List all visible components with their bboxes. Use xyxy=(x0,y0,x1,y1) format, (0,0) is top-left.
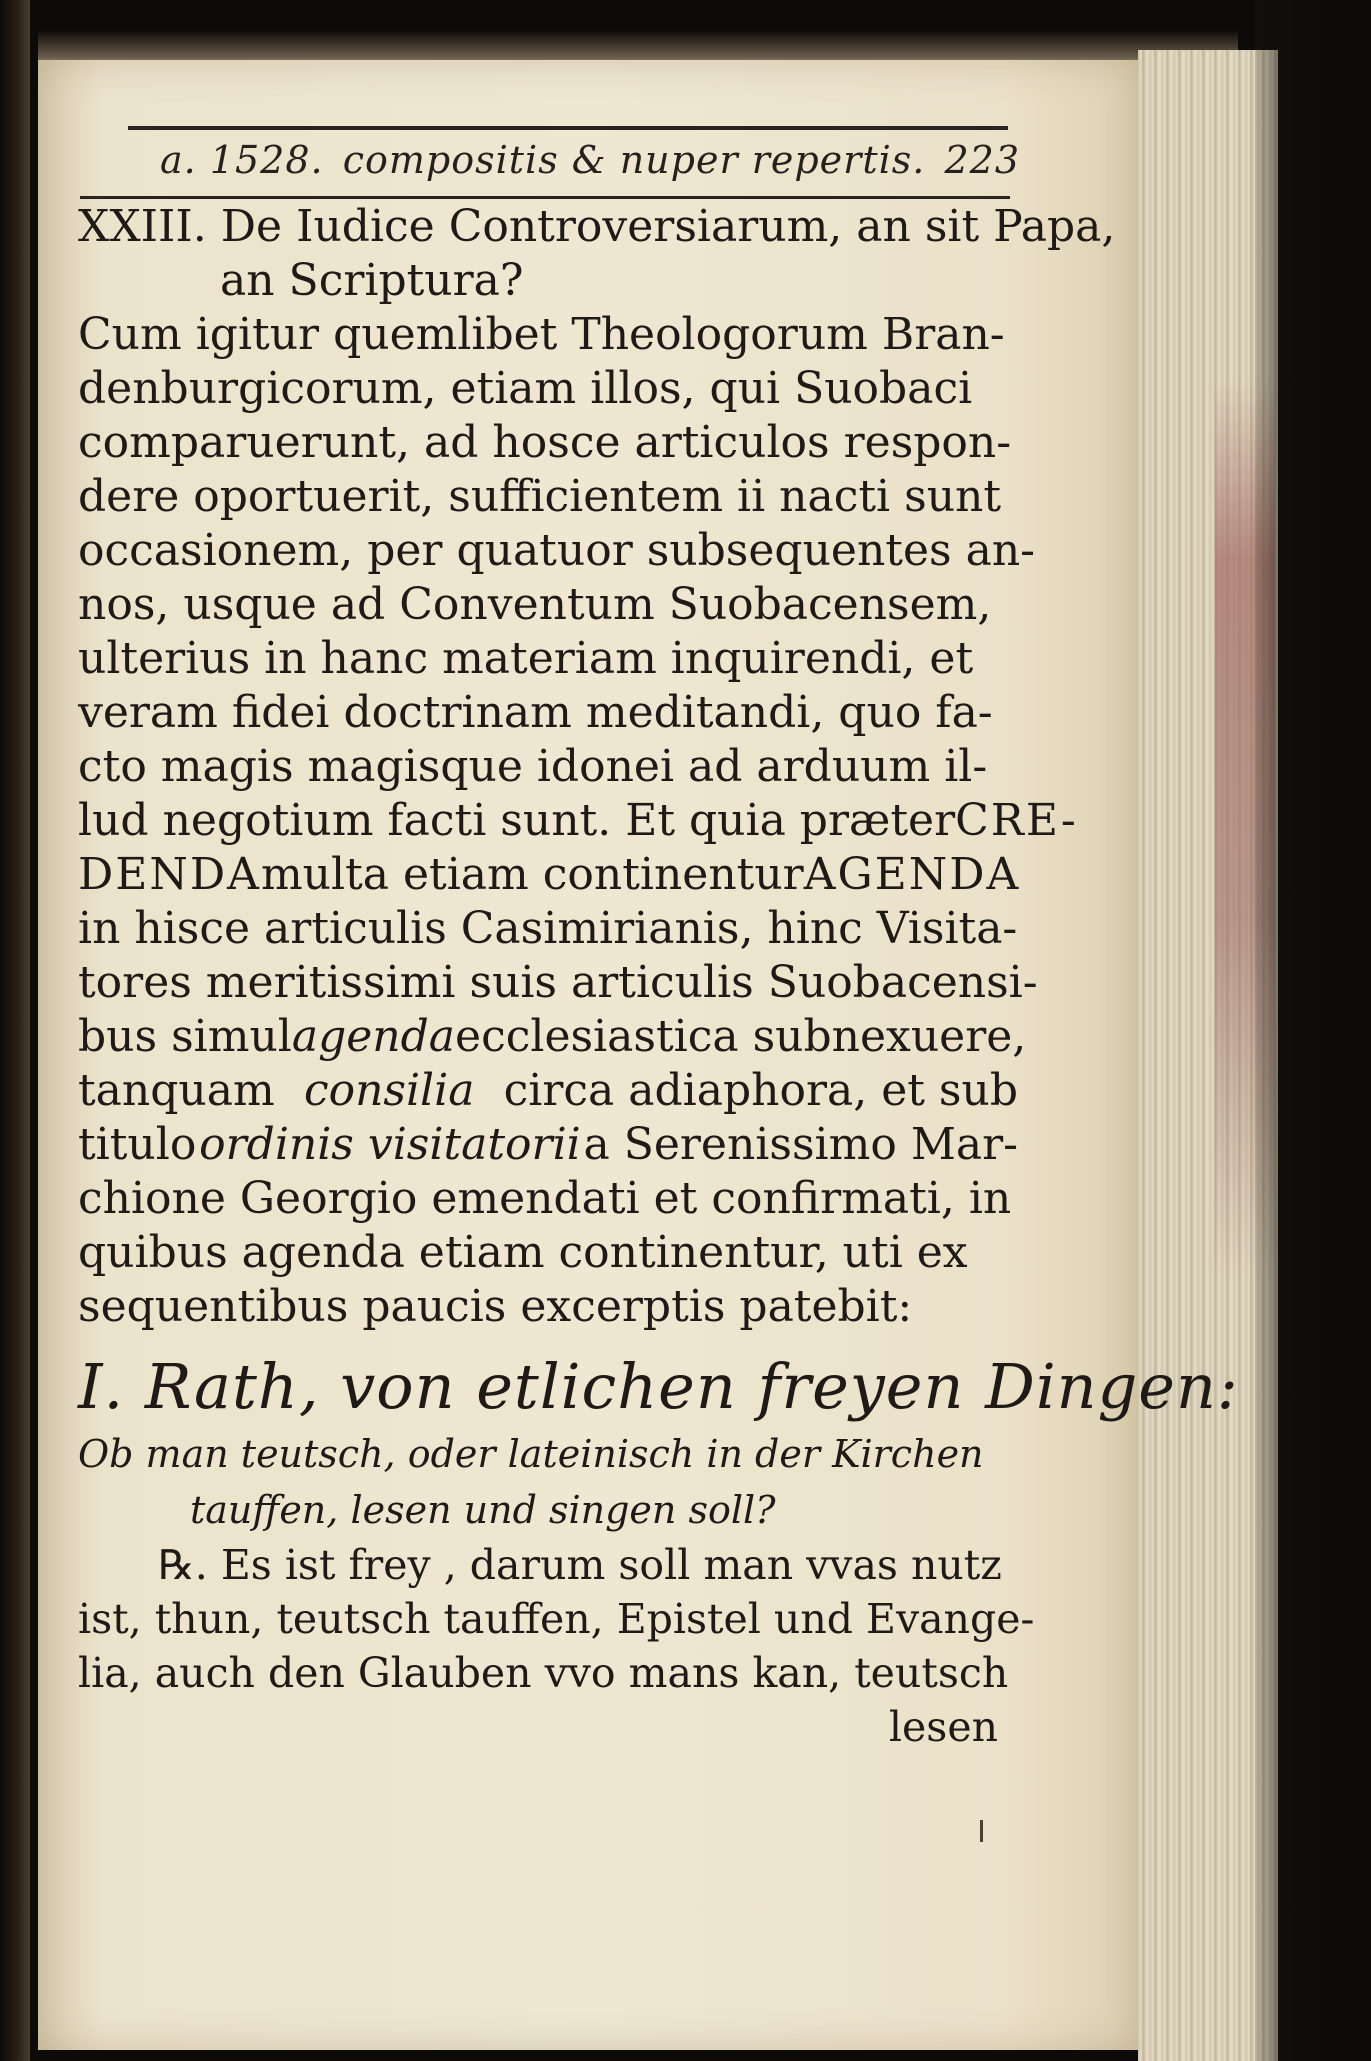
text-line: tanquam consilia circa adiaphora, et sub xyxy=(78,1065,1018,1116)
text-line: cto magis magisque idonei ad arduum il- xyxy=(78,741,988,792)
background-dark xyxy=(1255,0,1371,2061)
text-line: veram fidei doctrinam meditandi, quo fa- xyxy=(78,687,993,738)
catchword-line xyxy=(78,1700,1018,1754)
section-heading-line1: XXIII. De Iudice Controversiarum, an sit Papa, xyxy=(78,201,1116,252)
text-line: quibus agenda etiam continentur, uti ex xyxy=(78,1227,968,1278)
text-line: comparuerunt, ad hosce articulos respon- xyxy=(78,417,1012,468)
italic-word: ordinis visitatorii xyxy=(199,1119,581,1170)
text-line: DENDA multa etiam continentur AGENDA xyxy=(78,849,1021,900)
section-heading-line2: an Scriptura? xyxy=(220,255,524,306)
small-caps-word: AGENDA xyxy=(803,849,1021,900)
section-heading xyxy=(78,200,1116,254)
german-heading-title: I. Rath, von etlichen freyen Dingen: xyxy=(78,1350,1239,1423)
header-rule xyxy=(128,126,1008,130)
section-heading-cont xyxy=(78,254,1018,308)
german-subheading: tauffen, lesen und singen soll? xyxy=(190,1488,776,1532)
text-line: in hisce articulis Casimirianis, hinc Visita- xyxy=(78,903,1018,954)
text-line: dere oportuerit, sufficientem ii nacti sunt xyxy=(78,471,1002,522)
catchword: lesen xyxy=(888,1703,998,1751)
german-text-line: lia, auch den Glauben vvo mans kan, teutsch xyxy=(78,1649,1009,1697)
italic-word: consilia xyxy=(303,1065,475,1116)
running-head-year: a. 1528. xyxy=(160,138,324,182)
header-rule-lower xyxy=(80,196,1010,199)
text-line: titulo ordinis visitatorii a Serenissimo Mar- xyxy=(78,1119,1018,1170)
page-text xyxy=(78,200,1239,1754)
page-number: 223 xyxy=(944,138,1020,182)
german-subheading: Ob man teutsch, oder lateinisch in der Kirchen xyxy=(78,1432,984,1476)
text-line: nos, usque ad Conventum Suobacensem, xyxy=(78,579,992,630)
text-line: sequentibus paucis excerptis patebit: xyxy=(78,1281,913,1332)
text-line: bus simul agenda ecclesiastica subnexuere, xyxy=(78,1011,1027,1062)
small-caps-word: DENDA xyxy=(78,849,261,900)
text-line: tores meritissimi suis articulis Suobacensi- xyxy=(78,957,1038,1008)
text-line: Cum igitur quemlibet Theologorum Bran- xyxy=(78,309,1005,360)
left-page-edge xyxy=(0,0,30,2061)
german-text-line: ist, thun, teutsch tauffen, Epistel und Evange- xyxy=(78,1595,1035,1643)
german-heading xyxy=(78,1348,1239,1426)
text-line: ulterius in hanc materiam inquirendi, et xyxy=(78,633,974,684)
text-line: lud negotium facti sunt. Et quia præter CRE- xyxy=(78,795,1078,846)
german-text-line: ℞. Es ist frey , darum soll man vvas nutz xyxy=(158,1541,1002,1589)
italic-word: agenda xyxy=(291,1011,456,1062)
small-caps-word: CRE- xyxy=(955,795,1078,846)
running-head-title: compositis & nuper repertis. xyxy=(342,138,926,182)
text-line: chione Georgio emendati et confirmati, in xyxy=(78,1173,1012,1224)
running-head xyxy=(160,138,1020,188)
text-line: denburgicorum, etiam illos, qui Suobaci xyxy=(78,363,973,414)
text-line: occasionem, per quatuor subsequentes an- xyxy=(78,525,1036,576)
